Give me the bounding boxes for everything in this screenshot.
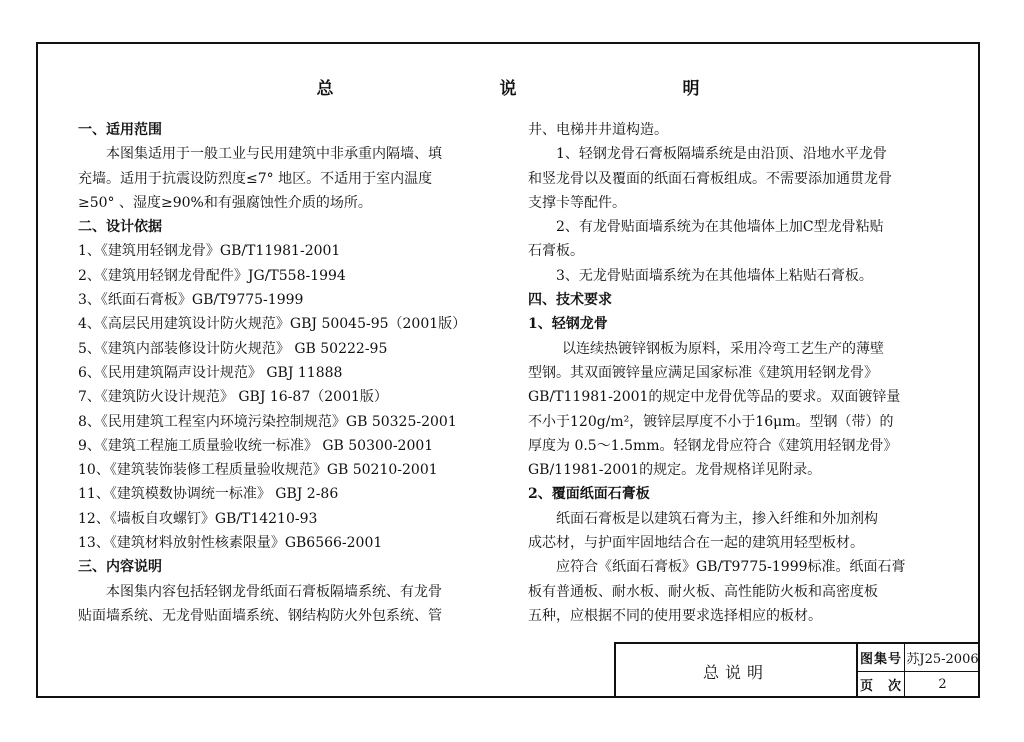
text-line: 成芯材，与护面牢固地结合在一起的建筑用轻型板材。	[528, 535, 864, 552]
text-line: 型钢。其双面镀锌量应满足国家标准《建筑用轻钢龙骨》	[528, 364, 878, 381]
section-heading: 1、轻钢龙骨	[528, 316, 608, 333]
section-heading: 三、内容说明	[78, 559, 162, 576]
text-line: 4、《高层民用建筑设计防火规范》GBJ 50045-95（2001版）	[78, 316, 467, 333]
text-line: 本图集内容包括轻钢龙骨纸面石膏板隔墙系统、有龙骨	[106, 583, 442, 600]
atlas-number-label: 图集号	[858, 644, 905, 671]
text-line: GB/T11981-2001的规定中龙骨优等品的要求。双面镀锌量	[528, 389, 901, 406]
text-line: 五种，应根据不同的使用要求选择相应的板材。	[528, 607, 822, 624]
page-number-value: 2	[938, 677, 947, 693]
left-column	[78, 118, 510, 628]
text-line: ≥50° 、湿度≥90%和有强腐蚀性介质的场所。	[78, 194, 372, 211]
text-line: 12、《墙板自攻螺钉》GB/T14210-93	[78, 510, 318, 527]
atlas-number-row	[858, 644, 980, 671]
text-line: 10、《建筑装饰装修工程质量验收规范》GB 50210-2001	[78, 462, 438, 479]
section-heading: 2、覆面纸面石膏板	[528, 486, 650, 503]
text-line: 不小于120g/m²，镀锌层厚度不小于16μm。型钢（带）的	[528, 413, 894, 430]
text-line: 本图集适用于一般工业与民用建筑中非承重内隔墙、填	[106, 146, 442, 163]
text-line: 支撑卡等配件。	[528, 194, 626, 211]
drawing-sheet	[36, 42, 980, 698]
text-line: 3、《纸面石膏板》GB/T9775-1999	[78, 292, 304, 309]
text-line: 1、轻钢龙骨石膏板隔墙系统是由沿顶、沿地水平龙骨	[556, 146, 887, 163]
section-heading: 四、技术要求	[528, 292, 612, 309]
text-line: 板有普通板、耐水板、耐火板、高性能防火板和高密度板	[528, 583, 878, 600]
text-line: 充墙。适用于抗震设防烈度≤7° 地区。不适用于室内温度	[78, 170, 433, 187]
text-line: 厚度为 0.5～1.5mm。轻钢龙骨应符合《建筑用轻钢龙骨》	[528, 437, 898, 454]
page-number-row	[858, 671, 980, 699]
text-line: 13、《建筑材料放射性核素限量》GB6566-2001	[78, 535, 383, 552]
text-line: 5、《建筑内部装修设计防火规范》 GB 50222-95	[78, 340, 388, 357]
title-block-grid	[858, 644, 980, 698]
text-line: 7、《建筑防火设计规范》 GBJ 16-87（2001版）	[78, 389, 388, 406]
text-line: 9、《建筑工程施工质量验收统一标准》 GB 50300-2001	[78, 437, 434, 454]
text-line: 11、《建筑模数协调统一标准》 GBJ 2-86	[78, 486, 339, 503]
text-line: 2、《建筑用轻钢龙骨配件》JG/T558-1994	[78, 267, 346, 284]
text-line: 和竖龙骨以及覆面的纸面石膏板组成。不需要添加通贯龙骨	[528, 170, 892, 187]
text-line: 纸面石膏板是以建筑石膏为主，掺入纤维和外加剂构	[556, 510, 878, 527]
atlas-number-value: 苏J25-2006	[906, 651, 979, 667]
text-line: GB/11981-2001的规定。龙骨规格详见附录。	[528, 462, 822, 479]
title-block	[614, 642, 980, 698]
section-heading: 一、适用范围	[78, 122, 162, 138]
text-line: 以连续热镀锌钢板为原料，采用冷弯工艺生产的薄壁	[562, 340, 884, 357]
page-number-label: 页 次	[858, 672, 905, 699]
title-block-name: 总说明	[616, 644, 858, 698]
text-line: 石膏板。	[528, 243, 584, 260]
text-line: 2、有龙骨贴面墙系统为在其他墙体上加C型龙骨粘贴	[556, 219, 884, 236]
text-line: 井、电梯井井道构造。	[528, 122, 668, 138]
text-line: 1、《建筑用轻钢龙骨》GB/T11981-2001	[78, 243, 341, 260]
text-line: 8、《民用建筑工程室内环境污染控制规范》GB 50325-2001	[78, 413, 457, 430]
page-title: 总 说 明	[316, 79, 744, 99]
section-heading: 二、设计依据	[78, 219, 162, 236]
text-line: 6、《民用建筑隔声设计规范》 GBJ 11888	[78, 364, 343, 381]
text-line: 3、无龙骨贴面墙系统为在其他墙体上粘贴石膏板。	[556, 267, 873, 284]
right-column	[528, 118, 958, 628]
text-line: 贴面墙系统、无龙骨贴面墙系统、钢结构防火外包系统、管	[78, 607, 442, 624]
text-line: 应符合《纸面石膏板》GB/T9775-1999标准。纸面石膏	[556, 559, 906, 576]
